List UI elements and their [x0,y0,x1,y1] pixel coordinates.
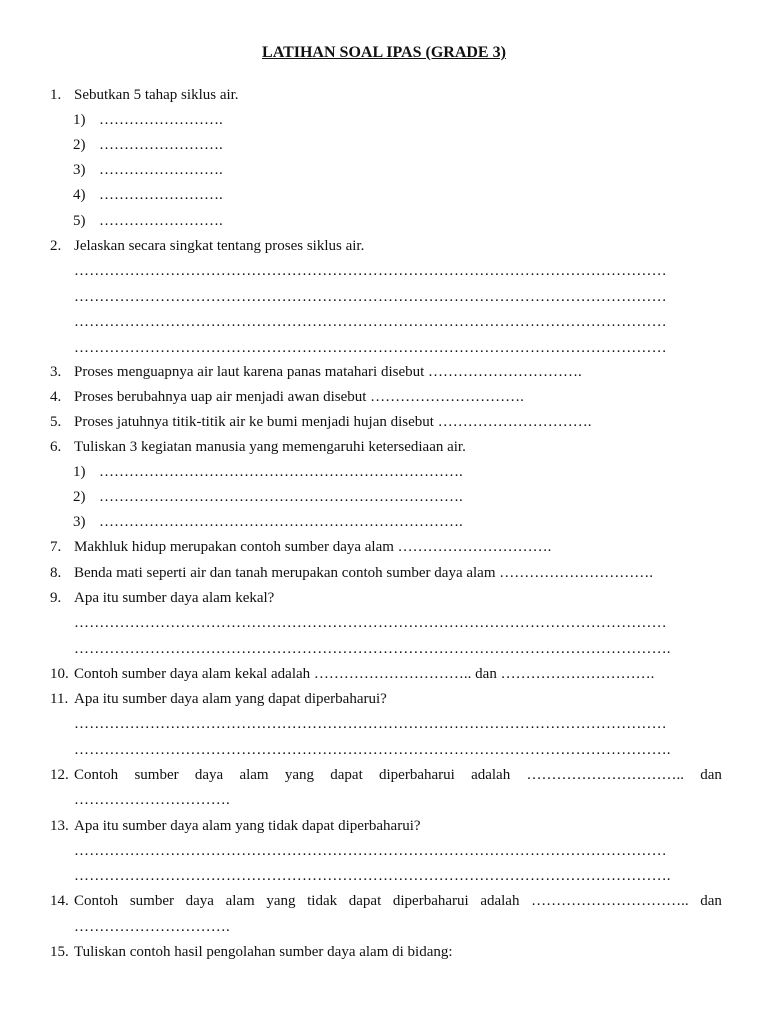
question-text: Proses jatuhnya titik-titik air ke bumi menjadi hujan disebut [74,414,434,430]
answer-blank: ……………………. [99,187,223,203]
answer-blank: …………………………. [428,364,582,380]
item-number: 2) [73,137,86,153]
question-word: alam [225,893,255,909]
question-word: diperbaharui [379,767,455,783]
question-text: Apa itu sumber daya alam kekal? [74,590,275,606]
question-text: Benda mati seperti air dan tanah merupakan contoh sumber daya alam [74,565,496,581]
item-number: 3) [73,514,86,530]
answer-blank: ……………………. [99,213,223,229]
answer-blank: …………………………. [397,539,552,555]
answer-line: ……………………………………………………………………………………………………… [74,615,667,631]
question-word: Contoh [74,767,119,783]
answer-blank: …………………………. [499,565,654,581]
answer-blank: …………………………. [370,389,524,405]
question-word: daya [194,767,224,783]
question-text: Contoh sumber daya alam kekal adalah [74,666,311,682]
question-text: Tuliskan 3 kegiatan manusia yang memengaruhi ketersediaan air. [74,439,466,455]
question-number: 15. [50,944,69,960]
question-word: yang [284,767,315,783]
question-number: 14. [50,893,69,909]
question-number: 5. [50,414,62,430]
question-word: Contoh [74,893,119,909]
answer-line: ……………………………………………………………………………………………………… [74,340,667,356]
question-word: daya [185,893,214,909]
answer-blank: …………………………. [437,414,592,430]
item-number: 5) [73,213,86,229]
answer-line: ………………………………………………………………………………………………………. [74,868,671,884]
question-word: tidak [307,893,338,909]
question-number: 13. [50,818,69,834]
question-number: 11. [50,691,69,707]
question-word: adalah [480,893,520,909]
answer-blank: ……………………. [99,137,223,153]
answer-blank: ……………………. [99,112,223,128]
question-text: Proses berubahnya uap air menjadi awan disebut [74,389,367,405]
question-word: alam [239,767,269,783]
and-word: dan [700,767,722,783]
answer-blank: ………………………….. [313,666,472,682]
and-word: dan [700,893,722,909]
answer-blank: ………………………………………………………………. [99,514,463,530]
answer-blank: ………………………….. [531,893,689,909]
answer-blank: ………………………………………………………………. [99,464,463,480]
question-word: diperbaharui [392,893,469,909]
question-number: 7. [50,539,62,555]
question-number: 2. [50,238,62,254]
question-number: 9. [50,590,62,606]
question-number: 6. [50,439,62,455]
item-number: 4) [73,187,86,203]
question-word: sumber [129,893,174,909]
question-number: 8. [50,565,62,581]
item-number: 1) [73,112,86,128]
question-12 [74,766,722,784]
question-text: Makhluk hidup merupakan contoh sumber daya alam [74,539,394,555]
answer-line: ………………………………………………………………………………………………………. [74,742,671,758]
question-word: dapat [330,767,363,783]
question-text: Proses menguapnya air laut karena panas matahari disebut [74,364,425,380]
answer-line: ……………………………………………………………………………………………………… [74,289,667,305]
question-14 [74,892,722,910]
question-number: 1. [50,87,62,103]
answer-line: ……………………………………………………………………………………………………… [74,314,667,330]
answer-blank: ………………………………………………………………. [99,489,463,505]
answer-line: ……………………………………………………………………………………………………… [74,263,667,279]
page-title: LATIHAN SOAL IPAS (GRADE 3) [262,44,506,61]
item-number: 1) [73,464,86,480]
answer-blank: ……………………. [99,162,223,178]
question-word: dapat [348,893,382,909]
question-number: 3. [50,364,62,380]
question-number: 10. [50,666,69,682]
and-word: dan [475,666,497,682]
answer-blank: …………………………. [500,666,655,682]
question-text: Tuliskan contoh hasil pengolahan sumber daya alam di bidang: [74,944,453,960]
question-text: Apa itu sumber daya alam yang tidak dapat diperbaharui? [74,818,421,834]
item-number: 2) [73,489,86,505]
question-text: Sebutkan 5 tahap siklus air. [74,87,239,103]
question-word: sumber [134,767,179,783]
question-text: Apa itu sumber daya alam yang dapat diperbaharui? [74,691,387,707]
answer-blank: …………………………. [74,792,230,808]
answer-blank: …………………………. [74,919,230,935]
question-word: yang [266,893,296,909]
question-number: 12. [50,767,69,783]
answer-line: ……………………………………………………………………………………………………… [74,716,667,732]
question-number: 4. [50,389,62,405]
question-text: Jelaskan secara singkat tentang proses siklus air. [74,238,365,254]
answer-blank: ………………………….. [526,767,684,783]
answer-line: ……………………………………………………………………………………………………… [74,843,667,859]
question-word: adalah [471,767,511,783]
item-number: 3) [73,162,86,178]
answer-line: ………………………………………………………………………………………………………. [74,641,671,657]
